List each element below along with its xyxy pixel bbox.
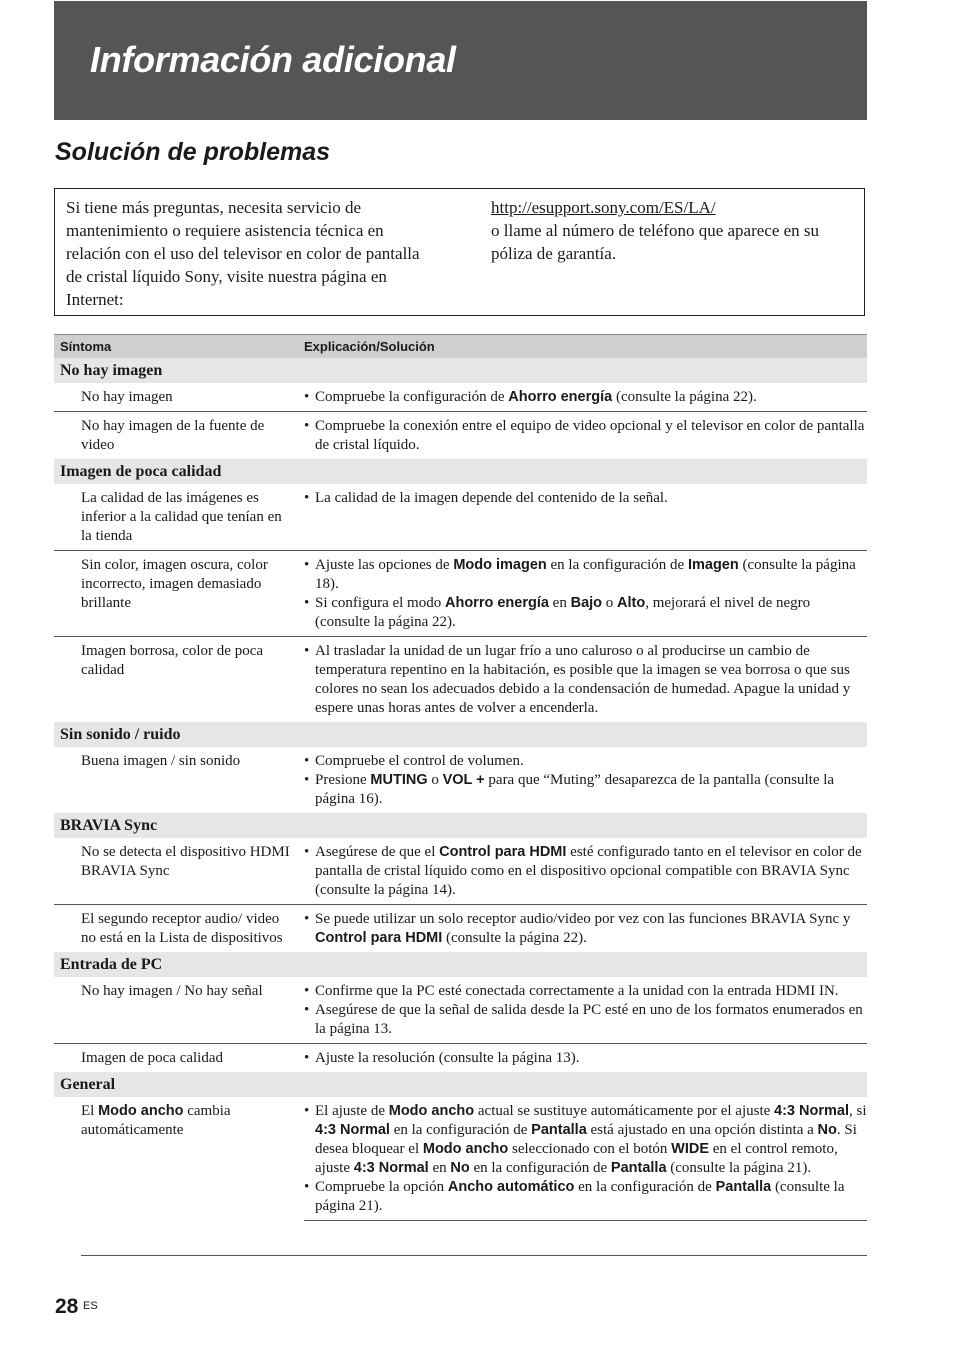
symptom-cell: El segundo receptor audio/ video no está en la Lista de dispositivos [81, 911, 283, 946]
setting-name: Alto [617, 595, 646, 611]
setting-name: 4:3 Normal [774, 1103, 849, 1119]
setting-name: Modo imagen [453, 557, 547, 573]
text-run: (consulte la página 21). [666, 1160, 812, 1176]
solution-list [304, 910, 867, 948]
setting-name: Control para HDMI [439, 844, 567, 860]
support-info-phone-text: o llame al número de teléfono que aparece en su póliza de garantía. [491, 221, 820, 263]
text-run: Compruebe el control de volumen. [315, 753, 524, 769]
text-run: (consulte la página 22). [612, 389, 757, 405]
text-run: , mejorará el nivel de negro (consulte la página 22). [315, 595, 811, 630]
solution-list [304, 752, 867, 809]
table-row [54, 551, 867, 637]
text-run: (consulte la página 21). [315, 1179, 845, 1214]
setting-name: No [817, 1122, 837, 1138]
setting-name: Ancho automático [447, 1179, 575, 1195]
list-item [304, 642, 867, 718]
symptom-cell: No se detecta el dispositivo HDMI BRAVIA Sync [54, 838, 304, 905]
setting-name: 4:3 Normal [353, 1160, 429, 1176]
list-item [304, 417, 867, 455]
text-run: Si configura el modo [315, 595, 445, 611]
setting-name: Ahorro energía [444, 595, 549, 611]
table-row [54, 412, 867, 460]
text-run: Compruebe la configuración de [315, 389, 509, 405]
setting-name: Modo ancho [422, 1141, 509, 1157]
list-item [304, 910, 867, 948]
section-heading: Imagen de poca calidad [54, 459, 867, 484]
setting-name: Modo ancho [388, 1103, 475, 1119]
text-run: El ajuste de [315, 1103, 389, 1119]
list-item [304, 843, 867, 900]
setting-name: 4:3 Normal [315, 1122, 390, 1138]
setting-name: MUTING [370, 772, 428, 788]
text-run: Compruebe la conexión entre el equipo de video opcional y el televisor en color de pantalla de cristal líquido. [315, 418, 865, 453]
list-item [304, 489, 867, 508]
text-run: en la configuración de [469, 1160, 611, 1176]
section-heading: General [54, 1072, 867, 1097]
text-run: Presione [315, 772, 371, 788]
list-item [304, 1001, 867, 1039]
setting-name: Modo ancho [98, 1103, 184, 1119]
solution-cell [304, 1097, 867, 1221]
solution-cell [304, 383, 867, 412]
text-run: Se puede utilizar un solo receptor audio/video por vez con las funciones BRAVIA Sync y [315, 911, 851, 927]
table-row [54, 484, 867, 551]
text-run: La calidad de la imagen depende del contenido de la señal. [315, 490, 668, 506]
text-run: en el control remoto, ajuste [315, 1141, 838, 1176]
support-info-text: Si tiene más preguntas, necesita servicio de mantenimiento o requiere asistencia técnica en relación con el uso del televisor en color de pantalla de cristal líquido Sony, visite nuestra página en Internet: [66, 198, 420, 309]
text-run: Asegúrese de que la señal de salida desde la PC esté en uno de los formatos enumerados en la página 13. [315, 1002, 863, 1037]
solution-cell [304, 637, 867, 723]
solution-list [304, 417, 867, 455]
support-url-link[interactable]: http://esupport.sony.com/ES/LA/ [491, 198, 716, 217]
table-row [54, 1097, 867, 1221]
solution-list [304, 843, 867, 900]
support-info-box [54, 188, 865, 316]
symptom-cell: No hay imagen de la fuente de video [81, 418, 265, 453]
list-item [304, 1102, 867, 1178]
list-item [304, 388, 867, 407]
solution-list [304, 1049, 867, 1068]
list-item [304, 1049, 867, 1068]
symptom-cell: La calidad de las imágenes es inferior a la calidad que tenían en la tienda [54, 484, 304, 551]
section-row [54, 722, 867, 747]
solution-list [304, 556, 867, 632]
text-run: (consulte la página 18). [315, 557, 856, 592]
text-run: Asegúrese de que el [315, 844, 440, 860]
text-run: o [427, 772, 443, 788]
list-item [304, 1178, 867, 1216]
list-item [304, 982, 867, 1001]
header-banner [54, 1, 867, 120]
text-run: Ajuste la resolución (consulte la página 13). [315, 1050, 580, 1066]
solution-cell [304, 747, 867, 813]
table-row [54, 977, 867, 1044]
solution-cell [304, 977, 867, 1044]
page-title: Información adicional [90, 39, 456, 80]
text-run: en [428, 1160, 451, 1176]
text-run: en la configuración de [389, 1122, 532, 1138]
column-header-solution: Explicación/Solución [304, 335, 867, 359]
text-run: está ajustado en una opción distinta a [586, 1122, 818, 1138]
section-heading: BRAVIA Sync [54, 813, 867, 838]
text-run: Confirme que la PC esté conectada correctamente a la unidad con la entrada HDMI IN. [315, 983, 839, 999]
solution-list [304, 642, 867, 718]
setting-name: Pantalla [715, 1179, 772, 1195]
solution-cell [304, 905, 867, 953]
setting-name: No [450, 1160, 470, 1176]
symptom-cell: Sin color, imagen oscura, color incorrecto, imagen demasiado brillante [54, 551, 304, 637]
text-run: Compruebe la opción [315, 1179, 448, 1195]
table-header-row [54, 335, 867, 359]
list-item [304, 556, 867, 594]
table-row [54, 905, 867, 953]
solution-cell [304, 838, 867, 905]
list-item [304, 771, 867, 809]
text-run: (consulte la página 22). [442, 930, 587, 946]
text-run: o [602, 595, 618, 611]
text-run: cambia automáticamente [81, 1103, 231, 1138]
list-item [304, 594, 867, 632]
symptom-cell [54, 1097, 304, 1221]
setting-name: Ahorro energía [508, 389, 613, 405]
text-run: seleccionado con el botón [508, 1141, 672, 1157]
setting-name: VOL + [442, 772, 485, 788]
symptom-cell: No hay imagen / No hay señal [54, 977, 304, 1044]
page-number: 28 [55, 1295, 79, 1318]
column-header-symptom: Síntoma [54, 335, 304, 359]
text-run: El [81, 1103, 99, 1119]
text-run: , si [848, 1103, 867, 1119]
solution-list [304, 388, 867, 407]
section-row [54, 358, 867, 383]
page-language-code: ES [83, 1300, 98, 1312]
solution-cell [304, 412, 867, 460]
solution-list [304, 1102, 867, 1216]
section-heading: Sin sonido / ruido [54, 722, 867, 747]
setting-name: Control para HDMI [315, 930, 443, 946]
symptom-cell: Buena imagen / sin sonido [81, 753, 241, 769]
section-heading: Entrada de PC [54, 952, 867, 977]
support-info-contact [491, 196, 863, 265]
text-run: en la configuración de [574, 1179, 716, 1195]
table-row [54, 1044, 867, 1073]
text-run: actual se sustituye automáticamente por el ajuste [474, 1103, 775, 1119]
solution-cell [304, 551, 867, 637]
troubleshooting-table [54, 334, 867, 1221]
setting-name: Imagen [687, 557, 739, 573]
section-row [54, 813, 867, 838]
list-item [304, 752, 867, 771]
section-row [54, 1072, 867, 1097]
text-run: en [548, 595, 571, 611]
section-heading: No hay imagen [54, 358, 867, 383]
table-row [54, 637, 867, 723]
symptom-cell: No hay imagen [54, 383, 304, 412]
solution-list [304, 982, 867, 1039]
solution-list [304, 489, 867, 508]
table-end-rule [81, 1255, 867, 1256]
section-title: Solución de problemas [55, 138, 331, 166]
text-run: esté configurado tanto en el televisor en color de pantalla de cristal líquido como en el dispositivo opcional compatible con BRAVIA Sync (consulte la página 14). [315, 844, 862, 898]
setting-name: Pantalla [531, 1122, 587, 1138]
section-row [54, 952, 867, 977]
section-row [54, 459, 867, 484]
setting-name: Pantalla [610, 1160, 667, 1176]
text-run: Ajuste las opciones de [315, 557, 454, 573]
text-run: Al trasladar la unidad de un lugar frío a uno caluroso o al producirse un cambio de temperatura repentino en la habitación, es posible que la imagen se vea borrosa o que sus colores no sean los adecuados debido a la condensación de humedad. Apague la unidad y espere unas horas antes de volver a encenderla. [315, 643, 851, 716]
setting-name: WIDE [671, 1141, 709, 1157]
table-row [54, 747, 867, 813]
solution-cell [304, 484, 867, 551]
text-run: en la configuración de [546, 557, 688, 573]
symptom-cell: Imagen borrosa, color de poca calidad [81, 643, 264, 678]
solution-cell [304, 1044, 867, 1073]
table-body [54, 358, 867, 1221]
symptom-cell: Imagen de poca calidad [81, 1050, 224, 1066]
setting-name: Bajo [570, 595, 603, 611]
table-row [54, 383, 867, 412]
text-run: para que “Muting” desaparezca de la pantalla (consulte la página 16). [315, 772, 835, 807]
table-row [54, 838, 867, 905]
text-run: . Si desea bloquear el [315, 1122, 857, 1157]
